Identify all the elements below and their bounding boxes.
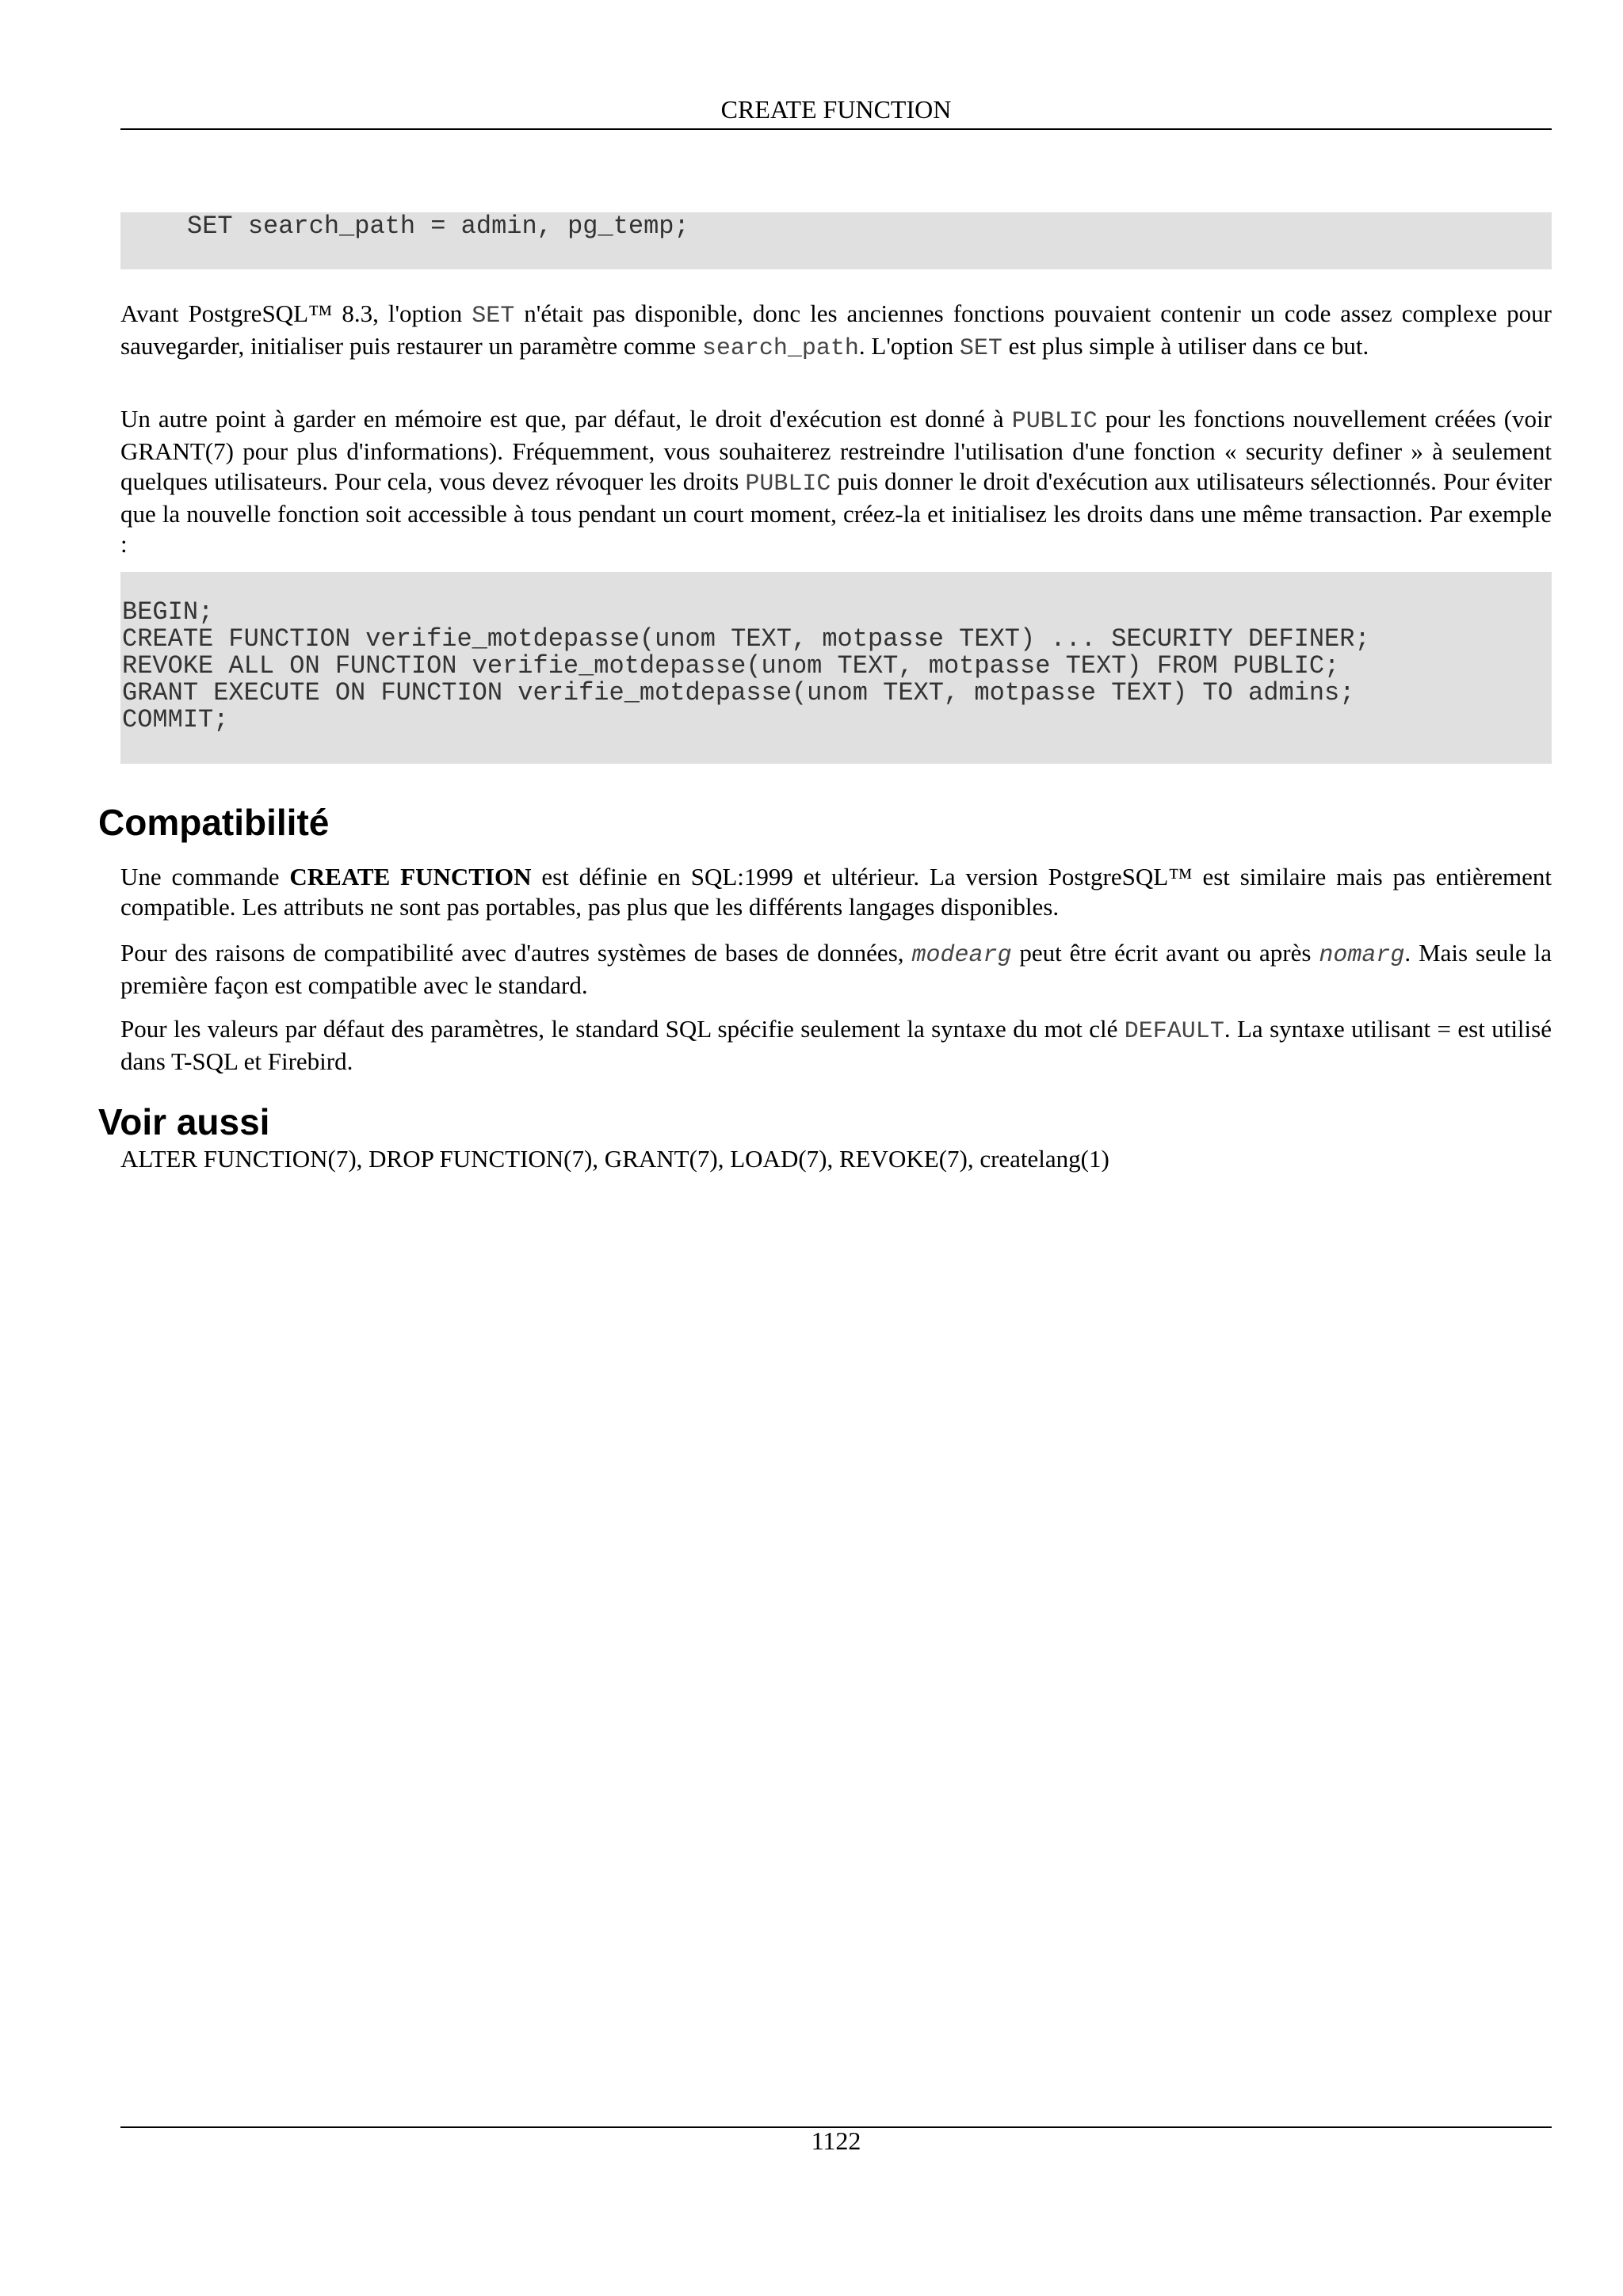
inline-code: PUBLIC [745,471,831,498]
paragraph-set-option [120,299,1552,364]
paragraph-compat-default [120,1014,1552,1077]
text-span: pour les fonctions nouvellement créées (voir GRANT(7) pour plus d'informations). Fréquemment, vous souhaiterez restreindre l'utilisation d'une fonction « security definer » à seulement quelques utilisateurs. Pour cela, vous devez révoquer les droits [120,405,1552,495]
running-header: CREATE FUNCTION [720,95,952,124]
text-span: n'était pas disponible, donc les anciennes fonctions pouvaient contenir un code assez complexe pour sauvegarder, initialiser puis restaurer un paramètre comme [120,299,1552,360]
header-rule [120,128,1552,130]
text-span: est plus simple à utiliser dans ce but. [1002,332,1369,360]
paragraph-compat-modearg [120,938,1552,1001]
code-line: GRANT EXECUTE ON FUNCTION verifie_motdepasse(unom TEXT, motpasse TEXT) TO admins; [122,678,1355,707]
text-span: puis donner le droit d'exécution aux utilisateurs sélectionnés. Pour éviter que la nouvelle fonction soit accessible à tous pendant un court moment, créez-la et initialisez les droits dans une même transaction. Par exemple : [120,467,1552,558]
text-span: Avant PostgreSQL™ 8.3, l'option [120,299,472,327]
text-span: . La syntaxe utilisant = est utilisé dans T-SQL et Firebird. [120,1015,1552,1075]
inline-code: PUBLIC [1011,408,1098,435]
code-line: CREATE FUNCTION verifie_motdepasse(unom TEXT, motpasse TEXT) ... SECURITY DEFINER; [122,624,1370,654]
text-span: Pour des raisons de compatibilité avec d'autres systèmes de bases de données, [120,939,912,967]
inline-param: nomarg [1319,942,1405,969]
bold-command: CREATE FUNCTION [289,863,532,891]
text-span: peut être écrit avant ou après [1011,939,1319,967]
section-heading-compatibilite: Compatibilité [98,802,330,843]
inline-code: DEFAULT [1124,1018,1224,1045]
see-also-links: ALTER FUNCTION(7), DROP FUNCTION(7), GRANT(7), LOAD(7), REVOKE(7), createlang(1) [120,1145,1109,1173]
inline-code: SET [959,335,1002,362]
code-line: SET search_path = admin, pg_temp; [187,212,689,241]
code-line: BEGIN; [122,597,214,627]
text-span: Pour les valeurs par défaut des paramètres, le standard SQL spécifie seulement la syntaxe du mot clé [120,1015,1125,1043]
code-line: COMMIT; [122,705,229,734]
code-line: REVOKE ALL ON FUNCTION verifie_motdepasse(unom TEXT, motpasse TEXT) FROM PUBLIC; [122,651,1340,681]
text-span: Un autre point à garder en mémoire est que, par défaut, le droit d'exécution est donné à [120,405,1012,433]
text-span: Une commande [120,863,290,891]
inline-code: search_path [701,335,859,362]
inline-code: SET [472,303,515,330]
code-block-transaction-example [120,572,1552,764]
page-number: 1122 [811,2126,861,2155]
text-span: est définie en SQL:1999 et ultérieur. La version PostgreSQL™ est similaire mais pas entièrement compatible. Les attributs ne sont pas portables, pas plus que les différents langages disponibles. [120,863,1552,921]
section-heading-voir-aussi: Voir aussi [98,1101,270,1142]
text-span: . L'option [858,332,960,360]
text-span: . Mais seule la première façon est compatible avec le standard. [120,939,1552,999]
inline-param: modearg [911,942,1012,969]
paragraph-compat-standard [120,862,1552,922]
paragraph-execute-rights [120,404,1552,559]
code-block-search-path [120,212,1552,269]
